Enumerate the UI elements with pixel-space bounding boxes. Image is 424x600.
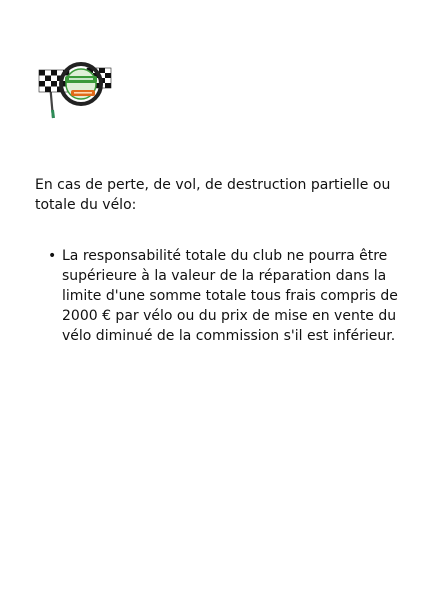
list-item bbox=[48, 246, 398, 346]
list-item-text: La responsabilité totale du club ne pourra être supérieure à la valeur de la réparation dans la limite d'une somme totale tous frais compris de 2000 € par vélo ou du prix de mise en vente du vélo diminué de la commission s'il est inférieur. bbox=[62, 248, 398, 344]
intro-paragraph: En cas de perte, de vol, de destruction partielle ou totale du vélo: bbox=[35, 177, 391, 213]
club-logo-icon bbox=[35, 50, 115, 122]
conditions-list bbox=[48, 246, 398, 346]
bullet-icon: • bbox=[48, 248, 57, 264]
